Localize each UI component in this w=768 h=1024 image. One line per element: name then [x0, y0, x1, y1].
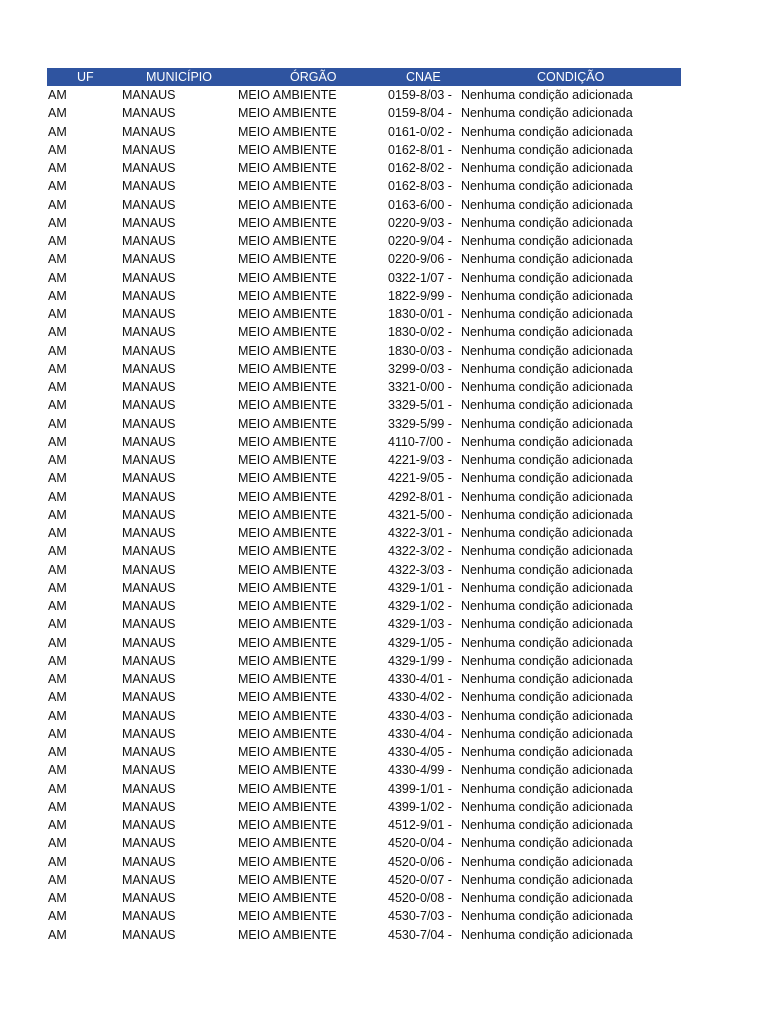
cell-municipio[interactable]: MANAUS	[122, 489, 176, 504]
cell-condicao[interactable]: Nenhuma condição adicionada	[461, 818, 633, 832]
cell-cnae[interactable]: 3329-5/01 -	[388, 398, 452, 413]
cell-orgao[interactable]: MEIO AMBIENTE	[238, 891, 337, 905]
cell-municipio[interactable]: MANAUS	[122, 398, 176, 413]
cell-orgao[interactable]: MEIO AMBIENTE	[238, 708, 337, 723]
table-row	[47, 451, 681, 469]
cell-cnae[interactable]: 4221-9/03 -	[388, 453, 452, 467]
table-row	[47, 907, 681, 925]
cell-uf[interactable]: AM	[48, 106, 67, 121]
cell-condicao[interactable]: Nenhuma condição adicionada	[461, 891, 633, 905]
table-row	[47, 123, 681, 141]
cell-uf[interactable]: AM	[48, 763, 67, 778]
cell-uf[interactable]: AM	[48, 252, 67, 267]
cell-cnae[interactable]: 4329-1/01 -	[388, 580, 452, 595]
cell-cnae[interactable]: 4330-4/03 -	[388, 708, 452, 723]
cell-cnae[interactable]: 4322-3/02 -	[388, 544, 452, 559]
cell-municipio[interactable]: MANAUS	[122, 453, 176, 467]
table-row	[47, 415, 681, 433]
cell-condicao[interactable]: Nenhuma condição adicionada	[461, 380, 633, 394]
cell-uf[interactable]: AM	[48, 361, 67, 376]
table-row	[47, 597, 681, 615]
table-row	[47, 342, 681, 360]
cell-condicao[interactable]: Nenhuma condição adicionada	[461, 398, 633, 413]
table-row	[47, 853, 681, 871]
table-row	[47, 469, 681, 487]
cell-orgao[interactable]: MEIO AMBIENTE	[238, 398, 337, 413]
cell-uf[interactable]: AM	[48, 927, 67, 942]
cell-condicao[interactable]: Nenhuma condição adicionada	[461, 124, 633, 139]
table-row	[47, 86, 681, 104]
table-row	[47, 433, 681, 451]
cell-uf[interactable]: AM	[48, 343, 67, 358]
table-row	[47, 798, 681, 816]
cell-orgao[interactable]: MEIO AMBIENTE	[238, 927, 337, 942]
table-row	[47, 396, 681, 414]
table-row	[47, 104, 681, 122]
cell-cnae[interactable]: 0159-8/04 -	[388, 106, 452, 121]
cell-condicao[interactable]: Nenhuma condição adicionada	[461, 270, 633, 285]
cell-uf[interactable]: AM	[48, 526, 67, 540]
cell-cnae[interactable]: 4110-7/00 -	[388, 434, 452, 449]
table-row	[47, 287, 681, 305]
cell-orgao[interactable]: MEIO AMBIENTE	[238, 215, 337, 230]
cell-municipio[interactable]: MANAUS	[122, 690, 176, 705]
cell-cnae[interactable]: 4292-8/01 -	[388, 489, 452, 504]
cell-orgao[interactable]: MEIO AMBIENTE	[238, 690, 337, 705]
cell-cnae[interactable]: 4512-9/01 -	[388, 818, 452, 832]
cell-uf[interactable]: AM	[48, 672, 67, 686]
cell-municipio[interactable]: MANAUS	[122, 544, 176, 559]
cell-condicao[interactable]: Nenhuma condição adicionada	[461, 854, 633, 869]
cell-municipio[interactable]: MANAUS	[122, 854, 176, 869]
cell-cnae[interactable]: 0161-0/02 -	[388, 124, 452, 139]
cell-municipio[interactable]: MANAUS	[122, 507, 176, 522]
cell-condicao[interactable]: Nenhuma condição adicionada	[461, 599, 633, 613]
cell-uf[interactable]: AM	[48, 799, 67, 814]
cell-uf[interactable]: AM	[48, 562, 67, 577]
header-cnae[interactable]: CNAE	[406, 70, 441, 84]
cell-municipio[interactable]: MANAUS	[122, 215, 176, 230]
cell-condicao[interactable]: Nenhuma condição adicionada	[461, 799, 633, 814]
cell-cnae[interactable]: 0163-6/00 -	[388, 197, 452, 212]
cell-orgao[interactable]: MEIO AMBIENTE	[238, 526, 337, 540]
cell-uf[interactable]: AM	[48, 234, 67, 248]
cell-orgao[interactable]: MEIO AMBIENTE	[238, 234, 337, 248]
cell-cnae[interactable]: 4530-7/04 -	[388, 927, 452, 942]
cell-orgao[interactable]: MEIO AMBIENTE	[238, 161, 337, 175]
cell-orgao[interactable]: MEIO AMBIENTE	[238, 544, 337, 559]
header-municipio[interactable]: MUNICÍPIO	[146, 70, 212, 84]
cell-municipio[interactable]: MANAUS	[122, 88, 176, 102]
cell-municipio[interactable]: MANAUS	[122, 288, 176, 303]
cell-condicao[interactable]: Nenhuma condição adicionada	[461, 307, 633, 321]
cell-cnae[interactable]: 4329-1/02 -	[388, 599, 452, 613]
cell-uf[interactable]: AM	[48, 179, 67, 194]
cell-uf[interactable]: AM	[48, 544, 67, 559]
cell-orgao[interactable]: MEIO AMBIENTE	[238, 854, 337, 869]
cell-municipio[interactable]: MANAUS	[122, 526, 176, 540]
cell-uf[interactable]: AM	[48, 416, 67, 431]
cell-municipio[interactable]: MANAUS	[122, 234, 176, 248]
cell-uf[interactable]: AM	[48, 288, 67, 303]
cell-municipio[interactable]: MANAUS	[122, 872, 176, 887]
cell-cnae[interactable]: 4520-0/06 -	[388, 854, 452, 869]
table-row	[47, 542, 681, 560]
cell-orgao[interactable]: MEIO AMBIENTE	[238, 672, 337, 686]
table-row	[47, 488, 681, 506]
cell-uf[interactable]: AM	[48, 690, 67, 705]
table-row	[47, 269, 681, 287]
cell-cnae[interactable]: 4329-1/03 -	[388, 617, 452, 632]
cell-uf[interactable]: AM	[48, 635, 67, 650]
cell-uf[interactable]: AM	[48, 161, 67, 175]
cell-cnae[interactable]: 4520-0/04 -	[388, 836, 452, 851]
cell-condicao[interactable]: Nenhuma condição adicionada	[461, 471, 633, 486]
cell-condicao[interactable]: Nenhuma condição adicionada	[461, 252, 633, 267]
cell-orgao[interactable]: MEIO AMBIENTE	[238, 307, 337, 321]
cell-municipio[interactable]: MANAUS	[122, 818, 176, 832]
cell-uf[interactable]: AM	[48, 653, 67, 668]
cell-condicao[interactable]: Nenhuma condição adicionada	[461, 909, 633, 924]
cell-uf[interactable]: AM	[48, 380, 67, 394]
table-row	[47, 834, 681, 852]
cell-cnae[interactable]: 0322-1/07 -	[388, 270, 452, 285]
table-row	[47, 871, 681, 889]
cell-municipio[interactable]: MANAUS	[122, 197, 176, 212]
cell-orgao[interactable]: MEIO AMBIENTE	[238, 745, 337, 759]
table-header-row	[47, 68, 681, 86]
cell-condicao[interactable]: Nenhuma condição adicionada	[461, 526, 633, 540]
cell-condicao[interactable]: Nenhuma condição adicionada	[461, 781, 633, 796]
cell-orgao[interactable]: MEIO AMBIENTE	[238, 653, 337, 668]
cell-orgao[interactable]: MEIO AMBIENTE	[238, 106, 337, 121]
cell-municipio[interactable]: MANAUS	[122, 343, 176, 358]
cell-municipio[interactable]: MANAUS	[122, 252, 176, 267]
cell-municipio[interactable]: MANAUS	[122, 380, 176, 394]
cell-cnae[interactable]: 4399-1/02 -	[388, 799, 452, 814]
cell-condicao[interactable]: Nenhuma condição adicionada	[461, 726, 633, 741]
cell-municipio[interactable]: MANAUS	[122, 471, 176, 486]
cell-condicao[interactable]: Nenhuma condição adicionada	[461, 453, 633, 467]
cell-cnae[interactable]: 4329-1/99 -	[388, 653, 452, 668]
table-row	[47, 196, 681, 214]
table-row	[47, 524, 681, 542]
cell-condicao[interactable]: Nenhuma condição adicionada	[461, 927, 633, 942]
cell-uf[interactable]: AM	[48, 215, 67, 230]
cell-orgao[interactable]: MEIO AMBIENTE	[238, 142, 337, 157]
cell-orgao[interactable]: MEIO AMBIENTE	[238, 471, 337, 486]
cell-municipio[interactable]: MANAUS	[122, 672, 176, 686]
cell-orgao[interactable]: MEIO AMBIENTE	[238, 726, 337, 741]
cell-cnae[interactable]: 0162-8/03 -	[388, 179, 452, 194]
cell-uf[interactable]: AM	[48, 88, 67, 102]
cell-orgao[interactable]: MEIO AMBIENTE	[238, 270, 337, 285]
cell-municipio[interactable]: MANAUS	[122, 307, 176, 321]
cell-orgao[interactable]: MEIO AMBIENTE	[238, 325, 337, 340]
cell-uf[interactable]: AM	[48, 708, 67, 723]
cell-cnae[interactable]: 4330-4/04 -	[388, 726, 452, 741]
cell-orgao[interactable]: MEIO AMBIENTE	[238, 562, 337, 577]
cell-condicao[interactable]: Nenhuma condição adicionada	[461, 88, 633, 102]
cell-condicao[interactable]: Nenhuma condição adicionada	[461, 234, 633, 248]
cell-uf[interactable]: AM	[48, 891, 67, 905]
cell-municipio[interactable]: MANAUS	[122, 361, 176, 376]
cell-cnae[interactable]: 0220-9/06 -	[388, 252, 452, 267]
cell-municipio[interactable]: MANAUS	[122, 142, 176, 157]
cell-municipio[interactable]: MANAUS	[122, 617, 176, 632]
cell-orgao[interactable]: MEIO AMBIENTE	[238, 380, 337, 394]
cell-uf[interactable]: AM	[48, 434, 67, 449]
cell-municipio[interactable]: MANAUS	[122, 106, 176, 121]
cell-condicao[interactable]: Nenhuma condição adicionada	[461, 197, 633, 212]
cell-municipio[interactable]: MANAUS	[122, 763, 176, 778]
cell-municipio[interactable]: MANAUS	[122, 836, 176, 851]
cell-condicao[interactable]: Nenhuma condição adicionada	[461, 142, 633, 157]
cell-uf[interactable]: AM	[48, 307, 67, 321]
cell-orgao[interactable]: MEIO AMBIENTE	[238, 507, 337, 522]
cell-condicao[interactable]: Nenhuma condição adicionada	[461, 288, 633, 303]
cell-orgao[interactable]: MEIO AMBIENTE	[238, 909, 337, 924]
table-row	[47, 615, 681, 633]
cell-condicao[interactable]: Nenhuma condição adicionada	[461, 416, 633, 431]
table-row	[47, 506, 681, 524]
cell-uf[interactable]: AM	[48, 599, 67, 613]
cell-uf[interactable]: AM	[48, 471, 67, 486]
cell-municipio[interactable]: MANAUS	[122, 799, 176, 814]
cell-municipio[interactable]: MANAUS	[122, 270, 176, 285]
header-uf[interactable]: UF	[77, 70, 94, 84]
cell-cnae[interactable]: 4322-3/01 -	[388, 526, 452, 540]
cell-orgao[interactable]: MEIO AMBIENTE	[238, 124, 337, 139]
cell-uf[interactable]: AM	[48, 325, 67, 340]
cell-condicao[interactable]: Nenhuma condição adicionada	[461, 489, 633, 504]
cell-municipio[interactable]: MANAUS	[122, 599, 176, 613]
cell-orgao[interactable]: MEIO AMBIENTE	[238, 361, 337, 376]
cell-cnae[interactable]: 3329-5/99 -	[388, 416, 452, 431]
cell-cnae[interactable]: 1830-0/01 -	[388, 307, 452, 321]
cell-condicao[interactable]: Nenhuma condição adicionada	[461, 544, 633, 559]
cell-municipio[interactable]: MANAUS	[122, 726, 176, 741]
cell-orgao[interactable]: MEIO AMBIENTE	[238, 416, 337, 431]
cell-condicao[interactable]: Nenhuma condição adicionada	[461, 836, 633, 851]
cell-uf[interactable]: AM	[48, 854, 67, 869]
cell-orgao[interactable]: MEIO AMBIENTE	[238, 88, 337, 102]
cell-cnae[interactable]: 4221-9/05 -	[388, 471, 452, 486]
spreadsheet-table	[47, 68, 681, 944]
table-row	[47, 214, 681, 232]
cell-condicao[interactable]: Nenhuma condição adicionada	[461, 653, 633, 668]
cell-cnae[interactable]: 1830-0/03 -	[388, 343, 452, 358]
header-condicao[interactable]: CONDIÇÃO	[537, 70, 605, 84]
cell-municipio[interactable]: MANAUS	[122, 745, 176, 759]
table-row	[47, 159, 681, 177]
table-row	[47, 780, 681, 798]
cell-uf[interactable]: AM	[48, 507, 67, 522]
cell-condicao[interactable]: Nenhuma condição adicionada	[461, 161, 633, 175]
cell-condicao[interactable]: Nenhuma condição adicionada	[461, 325, 633, 340]
cell-cnae[interactable]: 4329-1/05 -	[388, 635, 452, 650]
table-row	[47, 250, 681, 268]
cell-cnae[interactable]: 4520-0/08 -	[388, 891, 452, 905]
cell-cnae[interactable]: 0162-8/02 -	[388, 161, 452, 175]
cell-cnae[interactable]: 0159-8/03 -	[388, 88, 452, 102]
cell-orgao[interactable]: MEIO AMBIENTE	[238, 434, 337, 449]
cell-uf[interactable]: AM	[48, 270, 67, 285]
table-row	[47, 926, 681, 944]
cell-uf[interactable]: AM	[48, 872, 67, 887]
table-row	[47, 232, 681, 250]
cell-municipio[interactable]: MANAUS	[122, 635, 176, 650]
cell-municipio[interactable]: MANAUS	[122, 416, 176, 431]
cell-uf[interactable]: AM	[48, 453, 67, 467]
cell-uf[interactable]: AM	[48, 489, 67, 504]
cell-orgao[interactable]: MEIO AMBIENTE	[238, 617, 337, 632]
cell-condicao[interactable]: Nenhuma condição adicionada	[461, 507, 633, 522]
cell-uf[interactable]: AM	[48, 617, 67, 632]
cell-cnae[interactable]: 4322-3/03 -	[388, 562, 452, 577]
cell-condicao[interactable]: Nenhuma condição adicionada	[461, 872, 633, 887]
cell-orgao[interactable]: MEIO AMBIENTE	[238, 872, 337, 887]
cell-municipio[interactable]: MANAUS	[122, 927, 176, 942]
cell-condicao[interactable]: Nenhuma condição adicionada	[461, 179, 633, 194]
cell-cnae[interactable]: 0220-9/03 -	[388, 215, 452, 230]
table-body	[47, 86, 681, 944]
cell-municipio[interactable]: MANAUS	[122, 179, 176, 194]
cell-cnae[interactable]: 3321-0/00 -	[388, 380, 452, 394]
table-row	[47, 360, 681, 378]
cell-condicao[interactable]: Nenhuma condição adicionada	[461, 763, 633, 778]
table-row	[47, 688, 681, 706]
cell-condicao[interactable]: Nenhuma condição adicionada	[461, 562, 633, 577]
cell-condicao[interactable]: Nenhuma condição adicionada	[461, 343, 633, 358]
table-row	[47, 177, 681, 195]
table-row	[47, 889, 681, 907]
cell-uf[interactable]: AM	[48, 398, 67, 413]
cell-condicao[interactable]: Nenhuma condição adicionada	[461, 434, 633, 449]
table-row	[47, 816, 681, 834]
cell-uf[interactable]: AM	[48, 197, 67, 212]
cell-cnae[interactable]: 4330-4/01 -	[388, 672, 452, 686]
cell-cnae[interactable]: 4321-5/00 -	[388, 507, 452, 522]
cell-orgao[interactable]: MEIO AMBIENTE	[238, 489, 337, 504]
cell-municipio[interactable]: MANAUS	[122, 653, 176, 668]
cell-condicao[interactable]: Nenhuma condição adicionada	[461, 745, 633, 759]
table-row	[47, 579, 681, 597]
table-row	[47, 670, 681, 688]
cell-municipio[interactable]: MANAUS	[122, 580, 176, 595]
cell-municipio[interactable]: MANAUS	[122, 909, 176, 924]
table-row	[47, 323, 681, 341]
cell-cnae[interactable]: 4330-4/02 -	[388, 690, 452, 705]
cell-municipio[interactable]: MANAUS	[122, 708, 176, 723]
cell-municipio[interactable]: MANAUS	[122, 781, 176, 796]
table-row	[47, 761, 681, 779]
cell-orgao[interactable]: MEIO AMBIENTE	[238, 197, 337, 212]
cell-orgao[interactable]: MEIO AMBIENTE	[238, 580, 337, 595]
cell-orgao[interactable]: MEIO AMBIENTE	[238, 836, 337, 851]
table-row	[47, 141, 681, 159]
cell-cnae[interactable]: 3299-0/03 -	[388, 361, 452, 376]
table-row	[47, 743, 681, 761]
cell-municipio[interactable]: MANAUS	[122, 562, 176, 577]
cell-orgao[interactable]: MEIO AMBIENTE	[238, 635, 337, 650]
cell-orgao[interactable]: MEIO AMBIENTE	[238, 599, 337, 613]
cell-orgao[interactable]: MEIO AMBIENTE	[238, 288, 337, 303]
cell-cnae[interactable]: 1830-0/02 -	[388, 325, 452, 340]
cell-orgao[interactable]: MEIO AMBIENTE	[238, 781, 337, 796]
cell-condicao[interactable]: Nenhuma condição adicionada	[461, 580, 633, 595]
cell-municipio[interactable]: MANAUS	[122, 325, 176, 340]
cell-orgao[interactable]: MEIO AMBIENTE	[238, 343, 337, 358]
cell-orgao[interactable]: MEIO AMBIENTE	[238, 818, 337, 832]
cell-uf[interactable]: AM	[48, 142, 67, 157]
cell-condicao[interactable]: Nenhuma condição adicionada	[461, 690, 633, 705]
cell-orgao[interactable]: MEIO AMBIENTE	[238, 252, 337, 267]
cell-municipio[interactable]: MANAUS	[122, 161, 176, 175]
cell-cnae[interactable]: 4399-1/01 -	[388, 781, 452, 796]
cell-orgao[interactable]: MEIO AMBIENTE	[238, 763, 337, 778]
table-row	[47, 634, 681, 652]
cell-uf[interactable]: AM	[48, 836, 67, 851]
table-row	[47, 707, 681, 725]
cell-municipio[interactable]: MANAUS	[122, 434, 176, 449]
cell-uf[interactable]: AM	[48, 124, 67, 139]
cell-condicao[interactable]: Nenhuma condição adicionada	[461, 215, 633, 230]
cell-cnae[interactable]: 4530-7/03 -	[388, 909, 452, 924]
header-orgao[interactable]: ÓRGÃO	[290, 70, 337, 84]
cell-uf[interactable]: AM	[48, 726, 67, 741]
cell-cnae[interactable]: 4330-4/05 -	[388, 745, 452, 759]
cell-uf[interactable]: AM	[48, 580, 67, 595]
cell-uf[interactable]: AM	[48, 745, 67, 759]
table-row	[47, 725, 681, 743]
cell-condicao[interactable]: Nenhuma condição adicionada	[461, 106, 633, 121]
cell-cnae[interactable]: 0220-9/04 -	[388, 234, 452, 248]
cell-orgao[interactable]: MEIO AMBIENTE	[238, 179, 337, 194]
table-row	[47, 561, 681, 579]
cell-cnae[interactable]: 0162-8/01 -	[388, 142, 452, 157]
cell-orgao[interactable]: MEIO AMBIENTE	[238, 799, 337, 814]
table-row	[47, 305, 681, 323]
table-row	[47, 378, 681, 396]
cell-condicao[interactable]: Nenhuma condição adicionada	[461, 708, 633, 723]
cell-cnae[interactable]: 4330-4/99 -	[388, 763, 452, 778]
cell-municipio[interactable]: MANAUS	[122, 124, 176, 139]
cell-condicao[interactable]: Nenhuma condição adicionada	[461, 672, 633, 686]
cell-uf[interactable]: AM	[48, 818, 67, 832]
cell-uf[interactable]: AM	[48, 781, 67, 796]
table-row	[47, 652, 681, 670]
cell-cnae[interactable]: 4520-0/07 -	[388, 872, 452, 887]
cell-condicao[interactable]: Nenhuma condição adicionada	[461, 617, 633, 632]
cell-uf[interactable]: AM	[48, 909, 67, 924]
cell-municipio[interactable]: MANAUS	[122, 891, 176, 905]
cell-condicao[interactable]: Nenhuma condição adicionada	[461, 361, 633, 376]
cell-orgao[interactable]: MEIO AMBIENTE	[238, 453, 337, 467]
cell-cnae[interactable]: 1822-9/99 -	[388, 288, 452, 303]
cell-condicao[interactable]: Nenhuma condição adicionada	[461, 635, 633, 650]
